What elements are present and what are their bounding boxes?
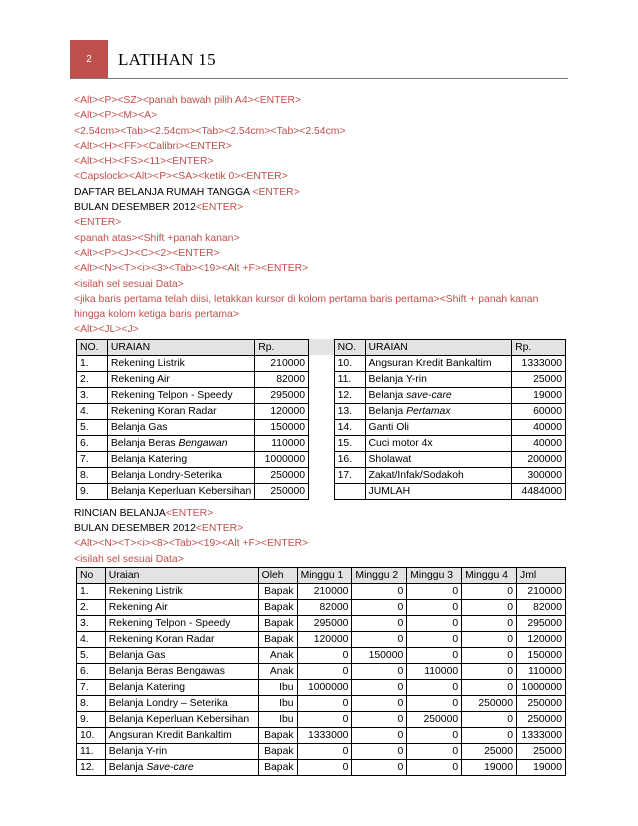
item-text: Belanja Londry-Seterika (110, 469, 222, 481)
table-row (77, 743, 566, 759)
instruction-line (74, 154, 568, 169)
item-text: Sholawat (368, 453, 412, 465)
cell-uraian (107, 467, 254, 483)
item-text: Cuci motor 4x (368, 437, 433, 449)
header-no: NO. (77, 339, 108, 355)
keystroke-text: <ENTER> (165, 507, 214, 519)
cell-uraian (105, 727, 258, 743)
table-row (77, 615, 566, 631)
item-text: Rekening Telpon - Speedy (108, 617, 231, 629)
header-minggu-4: Minggu 4 (462, 567, 517, 583)
instruction-line (74, 261, 568, 276)
cell-jml: 25000 (517, 743, 566, 759)
cell-oleh: Bapak (258, 759, 297, 775)
keystroke-text: <2.54cm><Tab><2.54cm><Tab><2.54cm><Tab><2.54cm> (74, 125, 346, 137)
instruction-line (74, 215, 568, 230)
keystroke-text: <Alt><N><T><i><3><Tab><19><Alt +F><ENTER> (74, 263, 309, 275)
cell-no: 2. (77, 599, 106, 615)
table-row (77, 387, 566, 403)
item-text: Belanja Londry – Seterika (108, 697, 228, 709)
page-number-badge (70, 40, 108, 78)
cell-no-2: 13. (334, 403, 365, 419)
keystroke-text: <Alt><N><T><i><8><Tab><19><Alt +F><ENTER> (74, 538, 309, 550)
item-text: Belanja Y-rin (368, 373, 427, 385)
cell-jml: 150000 (517, 647, 566, 663)
cell-no-2: 12. (334, 387, 365, 403)
header-uraian-2: URAIAN (365, 339, 512, 355)
cell-no: 3. (77, 387, 108, 403)
cell-oleh: Bapak (258, 743, 297, 759)
table-row (77, 631, 566, 647)
keystroke-text: <ENTER> (195, 202, 244, 214)
cell-no: 3. (77, 615, 106, 631)
cell-minggu-2: 0 (352, 711, 407, 727)
instruction-lines-top (74, 93, 568, 338)
header-minggu-2: Minggu 2 (352, 567, 407, 583)
cell-no: 4. (77, 403, 108, 419)
table-row (77, 663, 566, 679)
cell-minggu-3: 0 (407, 631, 462, 647)
cell-minggu-1: 1000000 (297, 679, 352, 695)
cell-minggu-1: 1333000 (297, 727, 352, 743)
header-divider (70, 78, 568, 79)
table-row (77, 727, 566, 743)
cell-minggu-4: 25000 (462, 743, 517, 759)
instruction-line (74, 108, 568, 123)
cell-rp: 295000 (255, 387, 309, 403)
table-row (77, 695, 566, 711)
item-text: Rekening Listrik (110, 357, 185, 369)
item-text: Belanja Katering (110, 453, 188, 465)
table-row (77, 679, 566, 695)
cell-uraian (107, 371, 254, 387)
cell-oleh: Bapak (258, 583, 297, 599)
instruction-lines-mid (74, 506, 568, 567)
cell-minggu-1: 82000 (297, 599, 352, 615)
cell-uraian (107, 483, 254, 499)
keystroke-text: <Alt><P><M><A> (74, 110, 158, 122)
cell-minggu-1: 0 (297, 759, 352, 775)
cell-rp-2: 4484000 (512, 483, 566, 499)
header-rp: Rp. (255, 339, 309, 355)
instruction-line (74, 185, 568, 200)
cell-minggu-4: 0 (462, 663, 517, 679)
keystroke-text: <Alt><H><FS><11><ENTER> (74, 156, 214, 168)
cell-no-2: 10. (334, 355, 365, 371)
cell-minggu-2: 0 (352, 583, 407, 599)
cell-uraian (107, 451, 254, 467)
cell-minggu-3: 0 (407, 743, 462, 759)
cell-no: 4. (77, 631, 106, 647)
document-text: BULAN DESEMBER 2012 (74, 523, 196, 535)
item-text: Belanja (368, 405, 407, 417)
cell-minggu-4: 0 (462, 711, 517, 727)
cell-minggu-2: 0 (352, 599, 407, 615)
table-row (77, 451, 566, 467)
table-row (77, 403, 566, 419)
cell-jml: 250000 (517, 695, 566, 711)
item-text: Rekening Koran Radar (110, 405, 217, 417)
item-text: Belanja Katering (108, 681, 186, 693)
item-text-italic: Save-care (146, 761, 194, 773)
instruction-line (74, 322, 568, 337)
cell-no: 5. (77, 419, 108, 435)
header-uraian: URAIAN (107, 339, 254, 355)
cell-minggu-1: 210000 (297, 583, 352, 599)
cell-minggu-2: 0 (352, 631, 407, 647)
cell-uraian (105, 679, 258, 695)
cell-rp-2: 19000 (512, 387, 566, 403)
cell-uraian (107, 435, 254, 451)
column-gap (309, 339, 335, 355)
column-gap (309, 387, 335, 403)
item-text: Belanja Beras Bengawas (108, 665, 225, 677)
column-gap (309, 451, 335, 467)
item-text-italic: Bengawan (178, 437, 228, 449)
page-number: 2 (86, 53, 92, 65)
item-text: Belanja (368, 389, 407, 401)
cell-minggu-2: 0 (352, 695, 407, 711)
cell-no: 6. (77, 663, 106, 679)
instruction-line (74, 506, 568, 521)
cell-uraian (105, 583, 258, 599)
cell-jml: 82000 (517, 599, 566, 615)
table-row (77, 483, 566, 499)
keystroke-text: <Alt><H><FF><Calibri><ENTER> (74, 140, 232, 152)
item-text: Belanja Y-rin (108, 745, 168, 757)
item-text: Rekening Air (108, 601, 168, 613)
cell-uraian (105, 759, 258, 775)
cell-no: 2. (77, 371, 108, 387)
item-text-italic: save-care (406, 389, 452, 401)
instruction-line (74, 169, 568, 184)
instruction-line (74, 246, 568, 261)
cell-minggu-3: 0 (407, 759, 462, 775)
item-text: Ganti Oli (368, 421, 409, 433)
header-jml: Jml (517, 567, 566, 583)
cell-minggu-1: 0 (297, 711, 352, 727)
cell-oleh: Bapak (258, 727, 297, 743)
table-row (77, 583, 566, 599)
cell-rp: 82000 (255, 371, 309, 387)
cell-uraian (107, 403, 254, 419)
cell-no: 1. (77, 583, 106, 599)
table-row (77, 647, 566, 663)
cell-no: 12. (77, 759, 106, 775)
cell-rp: 110000 (255, 435, 309, 451)
cell-minggu-3: 0 (407, 599, 462, 615)
cell-minggu-4: 0 (462, 647, 517, 663)
header-rp-2: Rp. (512, 339, 566, 355)
cell-minggu-3: 0 (407, 695, 462, 711)
cell-minggu-2: 0 (352, 743, 407, 759)
table-header-row (77, 567, 566, 583)
header-no: No (77, 567, 106, 583)
column-gap (309, 419, 335, 435)
cell-oleh: Bapak (258, 615, 297, 631)
cell-minggu-4: 0 (462, 727, 517, 743)
document-text: RINCIAN BELANJA (74, 507, 166, 519)
instruction-line (74, 277, 568, 292)
cell-minggu-4: 250000 (462, 695, 517, 711)
item-text: Angsuran Kredit Bankaltim (368, 357, 492, 369)
cell-minggu-2: 0 (352, 679, 407, 695)
keystroke-text: <Capslock><Alt><P><SA><ketik 0><ENTER> (74, 171, 288, 183)
instruction-line (74, 139, 568, 154)
cell-no: 7. (77, 451, 108, 467)
cell-no: 9. (77, 483, 108, 499)
item-text: Rekening Air (110, 373, 170, 385)
cell-no: 7. (77, 679, 106, 695)
instruction-line (74, 231, 568, 246)
table-row (77, 355, 566, 371)
document-body (74, 93, 568, 776)
cell-minggu-2: 150000 (352, 647, 407, 663)
cell-jml: 250000 (517, 711, 566, 727)
keystroke-text: <panah atas><Shift +panah kanan> (74, 232, 240, 244)
cell-minggu-3: 0 (407, 583, 462, 599)
header-minggu-1: Minggu 1 (297, 567, 352, 583)
keystroke-text: <Alt><JL><J> (74, 324, 139, 336)
document-text: DAFTAR BELANJA RUMAH TANGGA (74, 186, 253, 198)
item-text: Rekening Koran Radar (108, 633, 215, 645)
cell-oleh: Ibu (258, 679, 297, 695)
keystroke-text: <jika baris pertama telah diisi, letakkan kursor di kolom pertama baris pertama><Shift + panah kanan hingga kolom ketiga baris pertama> (74, 293, 539, 321)
cell-no: 1. (77, 355, 108, 371)
table-row (77, 371, 566, 387)
cell-uraian (105, 663, 258, 679)
cell-uraian (365, 467, 512, 483)
cell-minggu-3: 110000 (407, 663, 462, 679)
table-row (77, 419, 566, 435)
cell-no: 11. (77, 743, 106, 759)
cell-minggu-4: 19000 (462, 759, 517, 775)
cell-minggu-1: 0 (297, 663, 352, 679)
cell-uraian (107, 355, 254, 371)
cell-no: 10. (77, 727, 106, 743)
cell-minggu-4: 0 (462, 631, 517, 647)
cell-uraian (365, 419, 512, 435)
item-text: Zakat/Infak/Sodakoh (368, 469, 464, 481)
instruction-line (74, 124, 568, 139)
cell-jml: 210000 (517, 583, 566, 599)
cell-uraian (365, 403, 512, 419)
cell-minggu-2: 0 (352, 727, 407, 743)
cell-minggu-4: 0 (462, 679, 517, 695)
cell-jml: 295000 (517, 615, 566, 631)
keystroke-text: <ENTER> (195, 523, 244, 535)
cell-jml: 110000 (517, 663, 566, 679)
cell-uraian (365, 387, 512, 403)
cell-oleh: Bapak (258, 599, 297, 615)
item-text: Belanja Beras (110, 437, 179, 449)
cell-no-2: 15. (334, 435, 365, 451)
cell-uraian (105, 711, 258, 727)
keystroke-text: <ENTER> (74, 217, 122, 229)
cell-rp: 1000000 (255, 451, 309, 467)
cell-minggu-1: 295000 (297, 615, 352, 631)
cell-no-2: 17. (334, 467, 365, 483)
cell-uraian (365, 451, 512, 467)
instruction-line (74, 93, 568, 108)
cell-rp-2: 60000 (512, 403, 566, 419)
cell-rp-2: 25000 (512, 371, 566, 387)
column-gap (309, 483, 335, 499)
column-gap (309, 355, 335, 371)
cell-uraian (105, 615, 258, 631)
cell-uraian (107, 387, 254, 403)
cell-uraian (105, 599, 258, 615)
keystroke-text: <ENTER> (252, 186, 300, 198)
cell-rp: 150000 (255, 419, 309, 435)
page-title: LATIHAN 15 (118, 50, 216, 69)
column-gap (309, 435, 335, 451)
cell-minggu-1: 0 (297, 695, 352, 711)
cell-minggu-2: 0 (352, 615, 407, 631)
table-row (77, 759, 566, 775)
item-text-italic: Pertamax (406, 405, 451, 417)
column-gap (309, 371, 335, 387)
cell-minggu-3: 0 (407, 679, 462, 695)
item-text: Belanja Keperluan Kebersihan (108, 713, 250, 725)
instruction-line (74, 536, 568, 551)
cell-no-2: 16. (334, 451, 365, 467)
header-oleh: Oleh (258, 567, 297, 583)
cell-rp-2: 40000 (512, 435, 566, 451)
item-text: Belanja Keperluan Kebersihan (110, 485, 252, 497)
cell-no: 8. (77, 695, 106, 711)
item-text: Belanja Gas (108, 649, 166, 661)
cell-minggu-3: 250000 (407, 711, 462, 727)
cell-oleh: Ibu (258, 711, 297, 727)
cell-uraian (365, 435, 512, 451)
cell-minggu-1: 0 (297, 647, 352, 663)
cell-rp: 250000 (255, 467, 309, 483)
cell-uraian (365, 355, 512, 371)
instruction-line (74, 292, 568, 323)
header-no-2: NO. (334, 339, 365, 355)
cell-no-2: 11. (334, 371, 365, 387)
cell-jml: 1000000 (517, 679, 566, 695)
cell-minggu-3: 0 (407, 727, 462, 743)
keystroke-text: <isilah sel sesuai Data> (74, 278, 184, 290)
cell-rp: 120000 (255, 403, 309, 419)
cell-rp-2: 300000 (512, 467, 566, 483)
item-text: JUMLAH (368, 485, 411, 497)
cell-uraian (105, 631, 258, 647)
keystroke-text: <Alt><P><SZ><panah bawah pilih A4><ENTER> (74, 95, 302, 106)
shopping-list-table (76, 339, 566, 500)
cell-oleh: Bapak (258, 631, 297, 647)
cell-rp: 210000 (255, 355, 309, 371)
cell-minggu-4: 0 (462, 615, 517, 631)
keystroke-text: <isilah sel sesuai Data> (74, 553, 184, 565)
cell-minggu-1: 120000 (297, 631, 352, 647)
column-gap (309, 467, 335, 483)
cell-uraian (365, 371, 512, 387)
cell-rp-2: 1333000 (512, 355, 566, 371)
instruction-line (74, 552, 568, 567)
item-text: Belanja (108, 761, 147, 773)
item-text: Rekening Listrik (108, 585, 183, 597)
cell-minggu-4: 0 (462, 599, 517, 615)
cell-uraian (105, 647, 258, 663)
instruction-line (74, 200, 568, 215)
cell-minggu-2: 0 (352, 759, 407, 775)
cell-jml: 1333000 (517, 727, 566, 743)
table-row (77, 711, 566, 727)
cell-uraian (365, 483, 512, 499)
header-uraian: Uraian (105, 567, 258, 583)
cell-uraian (107, 419, 254, 435)
table-row (77, 599, 566, 615)
item-text: Rekening Telpon - Speedy (110, 389, 233, 401)
cell-rp-2: 200000 (512, 451, 566, 467)
expense-detail-table (76, 567, 566, 776)
cell-oleh: Ibu (258, 695, 297, 711)
cell-rp: 250000 (255, 483, 309, 499)
cell-uraian (105, 695, 258, 711)
cell-no: 8. (77, 467, 108, 483)
cell-minggu-1: 0 (297, 743, 352, 759)
column-gap (309, 403, 335, 419)
cell-oleh: Anak (258, 647, 297, 663)
item-text: Belanja Gas (110, 421, 168, 433)
cell-rp-2: 40000 (512, 419, 566, 435)
item-text: Angsuran Kredit Bankaltim (108, 729, 232, 741)
table-row (77, 467, 566, 483)
cell-no-2 (334, 483, 365, 499)
cell-jml: 120000 (517, 631, 566, 647)
cell-minggu-4: 0 (462, 583, 517, 599)
cell-no: 9. (77, 711, 106, 727)
document-text: BULAN DESEMBER 2012 (74, 202, 196, 214)
cell-minggu-3: 0 (407, 615, 462, 631)
cell-jml: 19000 (517, 759, 566, 775)
keystroke-text: <Alt><P><J><C><2><ENTER> (74, 247, 220, 259)
cell-minggu-2: 0 (352, 663, 407, 679)
cell-uraian (105, 743, 258, 759)
table-row (77, 435, 566, 451)
cell-no-2: 14. (334, 419, 365, 435)
table-header-row (77, 339, 566, 355)
cell-minggu-3: 0 (407, 647, 462, 663)
cell-oleh: Anak (258, 663, 297, 679)
cell-no: 6. (77, 435, 108, 451)
instruction-line (74, 521, 568, 536)
header-minggu-3: Minggu 3 (407, 567, 462, 583)
cell-no: 5. (77, 647, 106, 663)
